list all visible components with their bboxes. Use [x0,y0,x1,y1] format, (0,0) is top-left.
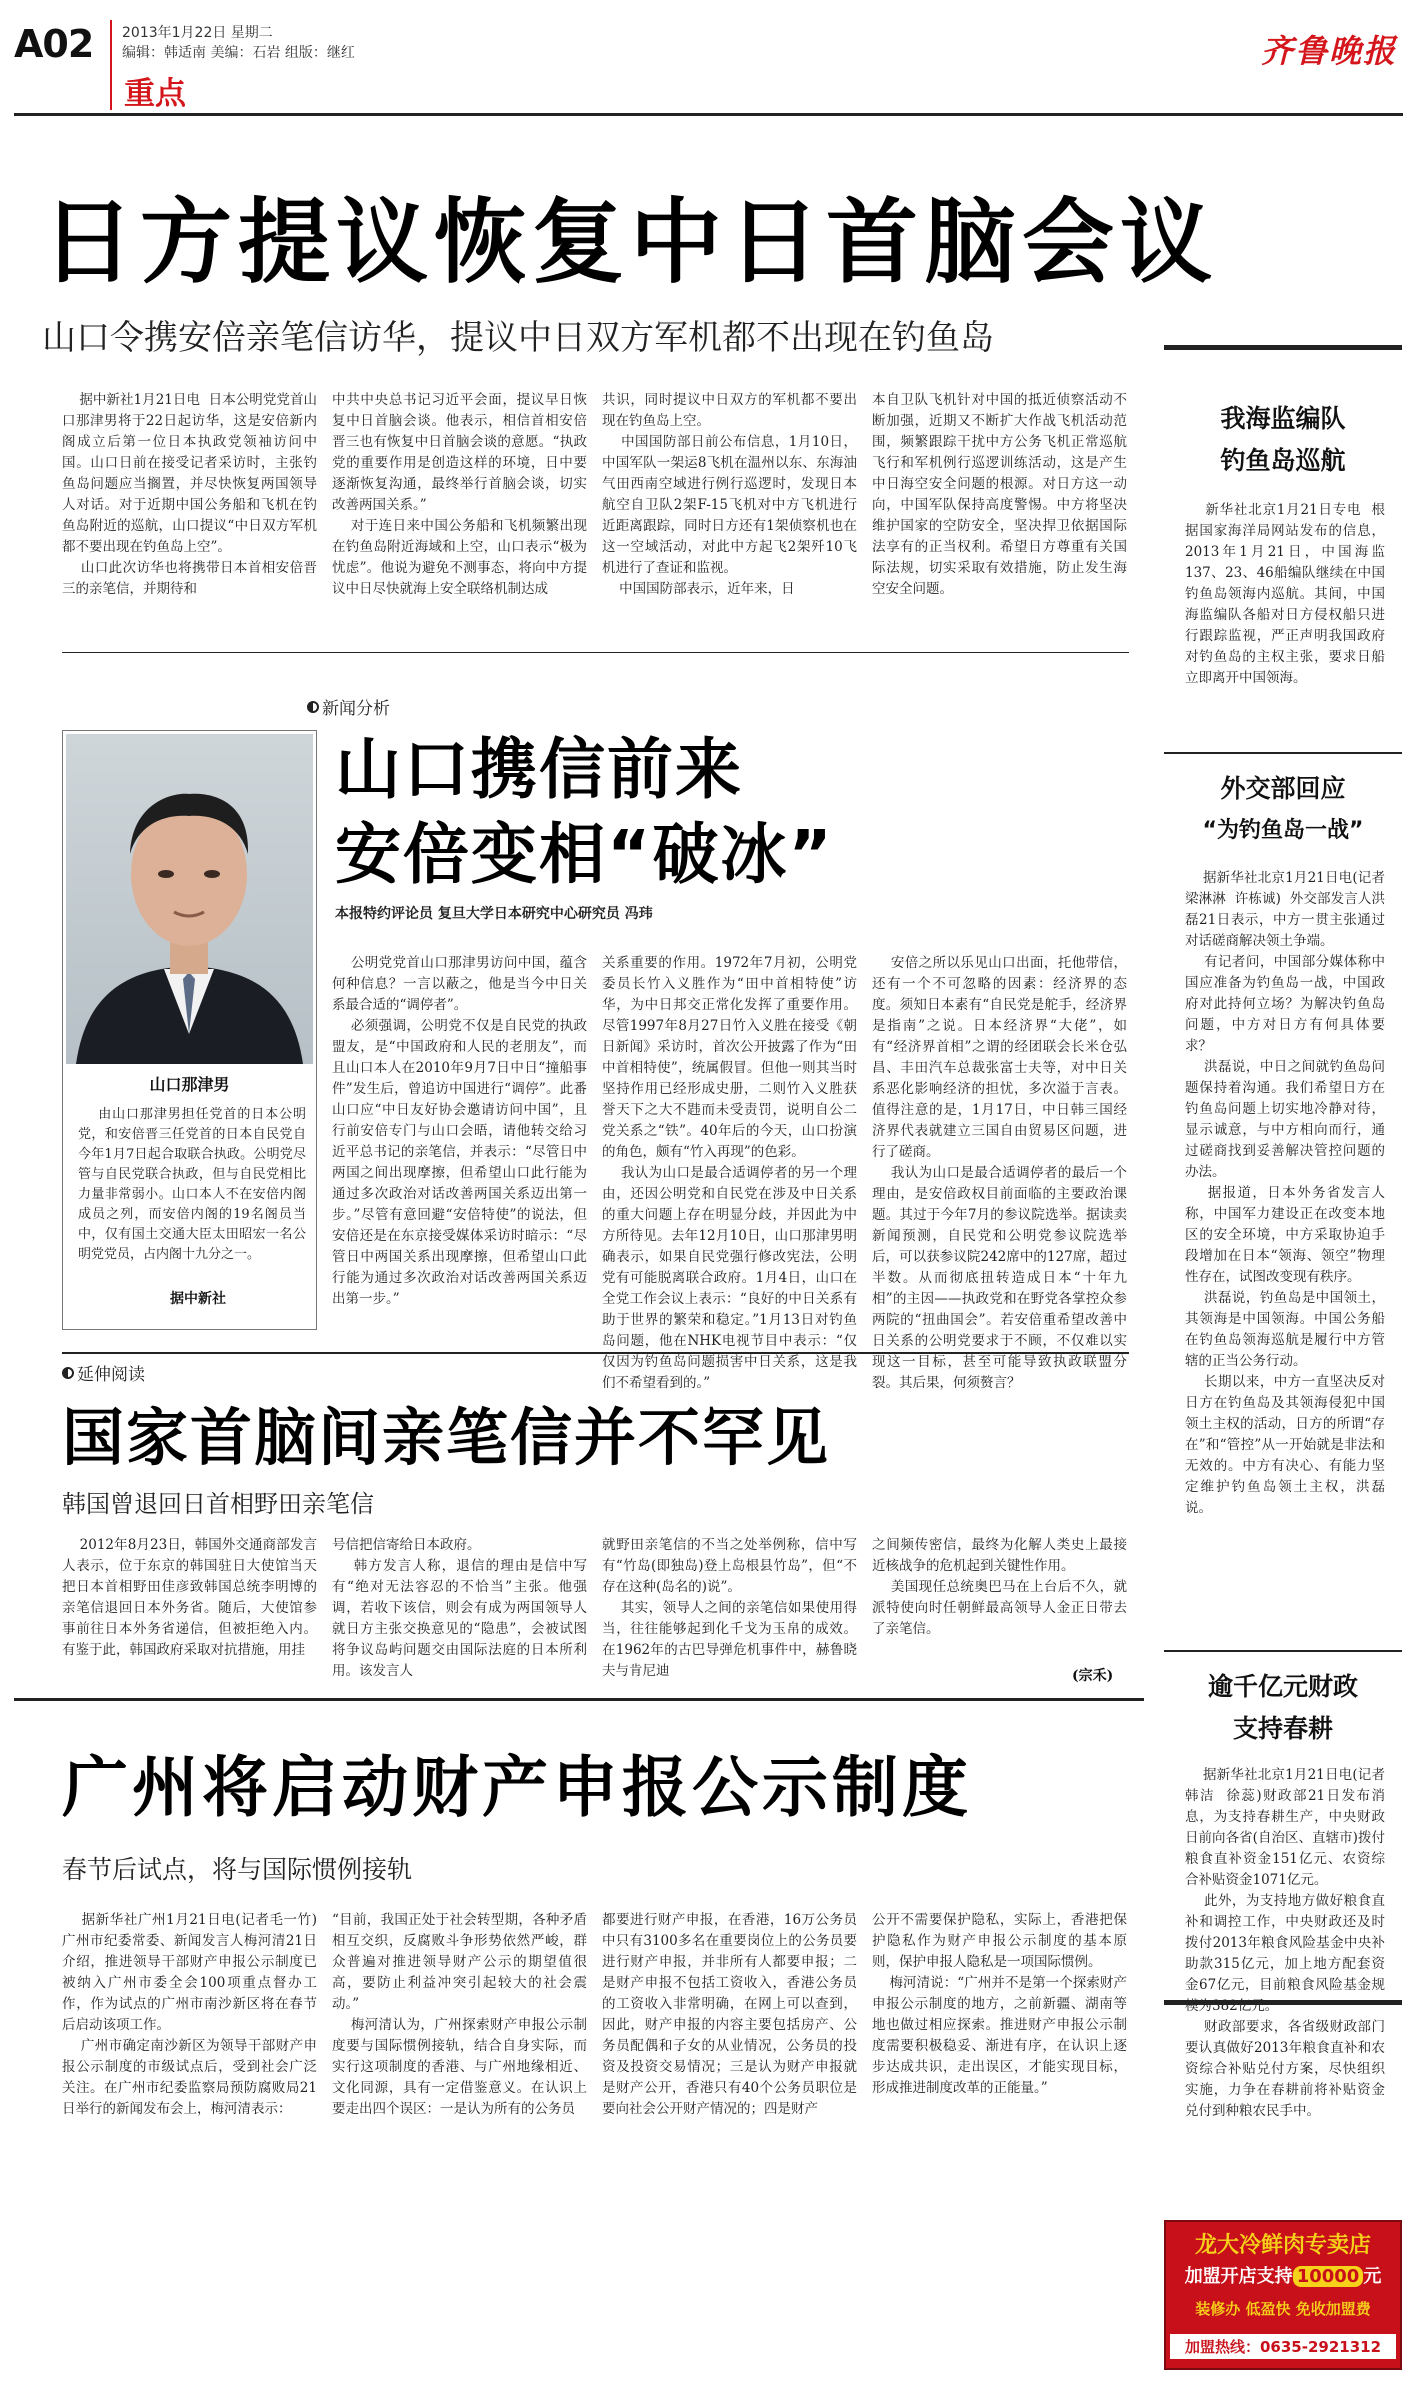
gz-col-1: 据新华社广州1月21日电(记者毛一竹) 广州市纪委常委、新闻发言人梅河清21日介绍，推进领导干部财产申报公示制度已被纳入广州市委全会100项重点督办工作，作为试点的广州市南沙新区将在春节后启动该项工作。 广州市确定南沙新区为领导干部财产申报公示制度的市级试点后，受到社会广泛关注。在广州市纪委监察局预防腐败局21日举行的新闻发布会上，梅河清表示： [62,1912,318,2117]
sidebar-3-text: 据新华社北京1月21日电(记者 韩洁 徐蕊)财政部21日发布消息，为支持春耕生产，中央财政日前向各省(自治区、直辖市)拨付粮食直补资金151亿元、农资综合补贴资金1071亿元。 此外，为支持地方做好粮食直补和调控工作，中央财政还及时拨付2013年粮食风险基金中央补助款315亿元，加上地方配套资金67亿元，目前粮食风险基金规模为382亿元。 财政部要求，各省级财政部门要认真做好2013年粮食直补和农资综合补贴兑付方案，尽快组织实施，力争在春耕前将补贴资金兑付到种粮农民手中。 [1185,1767,1385,2119]
lead-bottom-rule [62,652,1129,653]
lead-col-2: 中共中央总书记习近平会面，提议早日恢复中日首脑会谈。他表示，相信首相安倍晋三也有恢复中日首脑会谈的意愿。“执政党的重要作用是创造这样的环境，日中要逐渐恢复沟通，最终举行首脑会谈，切实改善两国关系。” 对于连日来中国公务船和飞机频繁出现在钓鱼岛附近海域和上空，山口表示“极为忧虑”。他说为避免不测事态，将向中方提议中日尽快就海上安全联络机制达成 [332,392,588,597]
ad-line-3: 装修办 低盈快 免收加盟费 [1195,2300,1371,2318]
editor-line: 编辑：韩适南 美编：石岩 组版：继红 [122,45,355,61]
section-label: 重点 [124,76,186,112]
sidebar-2-text: 据新华社北京1月21日电(记者 梁淋淋 许栋诚) 外交部发言人洪磊21日表示，中方一贯主张通过对话磋商解决领土争端。 有记者问，中国部分媒体称中国应准备为钓鱼岛一战，中国政府对此持何立场？为解决钓鱼岛问题，中方对日方有何具体要求？ 洪磊说，中日之间就钓鱼岛问题保持着沟通。我们希望日方在钓鱼岛问题上切实地冷静对待，显示诚意，与中方相向而行，通过磋商找到妥善解决管控问题的办法。 据报道，日本外务省发言人称，中国军力建设正在改变本地区的安全环境，中方采取协迫手段增加在日本“领海、领空”物理性存在，试图改变现有秩序。 洪磊说，钓鱼岛是中国领土，其领海是中国领海。中国公务船在钓鱼岛领海巡航是履行中方管辖的正当公务行动。 长期以来，中方一直坚决反对日方在钓鱼岛及其领海侵犯中国领土主权的活动，日方的所谓“存在”和“管控”从一开始就是非法和无效的。中方有决心、有能力坚定维护钓鱼岛领土主权，洪磊说。 [1185,870,1386,1516]
lead-col-4: 本自卫队飞机针对中国的抵近侦察活动不断加强，近期又不断扩大作战飞机活动范围，频繁跟踪干扰中方公务飞机正常巡航飞行和军机例行巡逻训练活动，这是产生中日海空安全问题的根源。对日方这一动向，中国军队保持高度警惕。中方将坚决维护国家的空防安全，坚决捍卫依据国际法享有的正当权利。希望日方尊重有关国际法规，切实采取有效措施，防止发生海空安全问题。 [872,392,1127,597]
brand-logo: 齐鲁晚报 [1260,32,1397,70]
ad-amount: 10000 [1293,2266,1364,2287]
analysis-col-3: 安倍之所以乐见山口出面，托他带信，还有一个不可忽略的因素：经济界的态度。须知日本素有“自民党是舵手，经济界是指南”之说。日本经济界“大佬”，如有“经济界首相”之谓的经团联会长米仓弘昌、丰田汽车总裁张富士夫等，对中日关系恶化影响经济的担忧，多次溢于言表。值得注意的是，1月17日，中日韩三国经济界代表就建立三国自由贸易区问题，进行了磋商。 我认为山口是最合适调停者的最后一个理由，是安倍政权目前面临的主要政治课题。其过于今年7月的参议院选举。据读卖新闻预测，自民党和公明党参议院选举后，可以获参议院242席中的127席，超过半数。从而彻底扭转造成日本“十年九相”的主因——执政党和在野党各掌控众参两院的“扭曲国会”。若安倍重希望改善中日关系的公明党要求于不顾，不仅难以实现这一目标，甚至可能导致执政联盟分裂。其后果，何须赘言？ [872,955,1128,1391]
extended-col-1: 2012年8月23日，韩国外交通商部发言人表示，位于东京的韩国驻日大使馆当天把日本首相野田佳彦致韩国总统李明博的亲笔信退回日本外务省。随后，大使馆参事前往日本外务省递信，但被拒绝入内。有鉴于此，韩国政府采取对抗措施，用挂 [62,1537,318,1658]
analysis-tag-label: 新闻分析 [322,699,390,719]
lead-col-3: 共识，同时提议中日双方的军机都不要出现在钓鱼岛上空。 中国国防部日前公布信息，1月10日，中国军队一架运8飞机在温州以东、东海油气田西南空域进行例行巡逻时，发现日本航空自卫队2架F-15飞机对中方飞机进行近距离跟踪，同时日方还有1架侦察机也在这一空域活动，对此中方起飞2架歼10飞机进行了查证和监视。 中国国防部表示，近年来，日 [602,392,857,597]
sidebar-rule-1 [1164,752,1402,754]
ad-line-2-text: 加盟开店支持 [1184,2266,1293,2287]
person-icon [66,734,313,1064]
section-marker-icon [62,1367,74,1379]
sidebar-1-text: 新华社北京1月21日专电 根据国家海洋局网站发布的信息，2013年1月21日，中国海监137、23、46船编队继续在中国钓鱼岛领海内巡航。其间，中国海监编队各船对日方侵权船只进行跟踪监视，严正声明我国政府对钓鱼岛的主权主张，要求日船立即离开中国领海。 [1185,502,1385,686]
sidebar-3-title-line2: 支持春耕 [1232,1714,1333,1743]
photo-caption: 山口那津男 [149,1075,230,1094]
sidebar-3-title-line1: 逾千亿元财政 [1207,1672,1358,1701]
analysis-col-2: 关系重要的作用。1972年7月初，公明党委员长竹入义胜作为“田中首相特使”访华，为中日邦交正常化发挥了重要作用。尽管1997年8月27日竹入义胜在接受《朝日新闻》采访时，首次公开披露了作为“田中首相特使”，统属假冒。但他一则其当时坚持作用已经形成史册，二则竹入义胜获誉天下之大不韪而未受责罚，说明自公二党关系之“铁”。40年后的今天，山口扮演的角色，颇有“竹入再现”的色彩。 我认为山口是最合适调停者的另一个理由，还因公明党和自民党在涉及中日关系的重大问题上存在明显分歧，并因此为中方所待见。去年12月10日，山口那津男明确表示，如果自民党强行修改宪法，公明党有可能脱离联合政府。1月4日，山口在全党工作会议上表示：“良好的中日关系有助于世界的繁荣和稳定。”1月13日对钓鱼岛问题，他在NHK电视节目中表示：“仅仅因为钓鱼岛问题损害中日关系，这是我们不希望看到的。” [602,955,858,1391]
ad-unit: 元 [1363,2266,1382,2287]
extended-tag-label: 延伸阅读 [77,1365,145,1385]
analysis-tag [307,694,390,719]
extended-col-3: 就野田亲笔信的不当之处举例称，信中写有“竹岛(即独岛)登上岛根县竹岛”，但“不存在这种(岛名的)说”。 其实，领导人之间的亲笔信如果使用得当，往往能够起到化千戈为玉帛的成效。在1962年的古巴导弹危机事件中，赫鲁晓夫与肯尼迪 [602,1537,858,1679]
extended-col-2: 号信把信寄给日本政府。 韩方发言人称，退信的理由是信中写有“绝对无法容忍的不恰当”主张。他强调，若收下该信，则会有成为两国领导人就日方主张交换意见的“隐患”，会被试图将争议岛屿问题交由国际法庭的日本所利用。该发言人 [332,1537,587,1679]
gz-subhead: 春节后试点，将与国际惯例接轨 [62,1855,413,1884]
ad-hotline: 加盟热线：0635-2921312 [1170,2334,1396,2359]
extended-col-4: 之间频传密信，最终为化解人类史上最接近核战争的危机起到关键性作用。 美国现任总统奥巴马在上台后不久，就派特使向时任朝鲜最高领导人金正日带去了亲笔信。 [872,1537,1128,1637]
photo-side-text: 由山口那津男担任党首的日本公明党，和安倍晋三任党首的日本自民党自今年1月7日起合取联合执政。公明党尽管与自民党联合执政，但与自民党相比力量非常弱小。山口本人不在安倍内阁成员之列，而安倍内阁的19名阁员当中，仅有国土交通大臣太田昭宏一名公明党党员，占内阁十九分之一。 [78,1107,306,1262]
extended-source: (宗禾) [1072,1668,1114,1684]
page-number: A02 [14,22,94,66]
sidebar-2-title-line1: 外交部回应 [1220,774,1346,803]
analysis-headline-line1: 山口携信前来 [335,731,743,808]
analysis-col-1: 公明党党首山口那津男访问中国，蕴含何种信息？一言以蔽之，他是当今中日关系最合适的“调停者”。 必须强调，公明党不仅是自民党的执政盟友，是“中国政府和人民的老朋友”，而且山口本人在2010年9月7日中日“撞船事件”发生后，曾追访中国进行“调停”。此番山口应“中日友好协会邀请访问中国”，且行前安倍专门与山口会晤，请他转交给习近平总书记的亲笔信，并表示：“尽管日中两国之间出现摩擦，但希望山口此行能为通过多次政治对话改善两国关系迈出第一步。”尽管有意回避“安倍特使”的说法，但安倍还是在东京接受媒体采访时暗示：“尽管日中两国关系出现摩擦，但希望山口此行能为通过多次政治对话改善两国关系迈出第一步。” [332,955,588,1307]
photo-source: 据中新社 [170,1291,226,1307]
ad-line-1: 龙大冷鲜肉专卖店 [1194,2233,1371,2258]
sidebar-rule-2 [1164,1650,1402,1652]
sidebar-2-title-line2: “为钓鱼岛一战” [1202,818,1364,843]
extended-subhead: 韩国曾退回日首相野田亲笔信 [62,1490,374,1518]
sidebar-1-title-line1: 我海监编队 [1220,404,1346,433]
lead-headline: 日方提议恢复中日首脑会议 [42,189,1219,296]
extended-tag [62,1360,145,1385]
lead-subhead: 山口令携安倍亲笔信访华，提议中日双方军机都不出现在钓鱼岛 [42,318,994,358]
analysis-byline: 本报特约评论员 复旦大学日本研究中心研究员 冯玮 [335,906,653,922]
sidebar-1-title-line2: 钓鱼岛巡航 [1220,446,1346,475]
portrait-photo [66,734,313,1064]
gz-col-2: “目前，我国正处于社会转型期，各种矛盾相互交织，反腐败斗争形势依然严峻，群众普遍对推进领导财产公示的期望值很高，要防止利益冲突引起较大的社会震动。” 梅河清认为，广州探索财产申报公示制度要与国际惯例接轨，结合自身实际，而实行这项制度的香港、与广州地缘相近、文化同源，具有一定借鉴意义。在认识上要走出四个误区：一是认为所有的公务员 [332,1912,588,2117]
section-marker-icon [307,701,319,713]
ad-line-2 [1164,2262,1402,2288]
analysis-headline-line2: 安倍变相“破冰” [335,816,834,893]
extended-bottom-rule [14,1698,1144,1701]
gz-col-4: 公开不需要保护隐私，实际上，香港把保护隐私作为财产申报公示制度的基本原则，保护申报人隐私是一项国际惯例。 梅河清说：“广州并不是第一个探索财产申报公示制度的地方，之前新疆、湖南等地也做过相应探索。推进财产申报公示制度需要积极稳妥、渐进有序，在认识上逐步达成共识，走出误区，才能实现目标，形成推进制度改革的正能量。” [872,1912,1127,2096]
date-line: 2013年1月22日 星期二 [122,25,273,41]
gz-col-3: 都要进行财产申报，在香港，16万公务员中只有3100多名在重要岗位上的公务员要进行财产申报，并非所有人都要申报；二是财产申报不包括工资收入，香港公务员的工资收入非常明确，在网上可以查到，因此，财产申报的内容主要包括房产、公务员配偶和子女的从业情况，公务员的投资及投资交易情况；三是认为财产申报就是财产公开，香港只有40个公务员职位是要向社会公开财产情况的；四是财产 [602,1912,857,2117]
header-divider [110,20,112,110]
analysis-bottom-rule [62,1352,1129,1354]
lead-col-1: 据中新社1月21日电 日本公明党党首山口那津男将于22日起访华，这是安倍新内阁成立后第一位日本执政党领袖访问中国。山口日前在接受记者采访时，主张钓鱼岛问题应当搁置，并尽快恢复两国领导人对话。对于近期中国公务船和飞机在钓鱼岛附近的巡航，山口提议“中日双方军机都不要出现在钓鱼岛上空”。 山口此次访华也将携带日本首相安倍晋三的亲笔信，并期待和 [62,392,318,597]
extended-headline: 国家首脑间亲笔信并不罕见 [62,1401,831,1474]
header-rule [14,113,1403,116]
gz-headline: 广州将启动财产申报公示制度 [62,1749,972,1826]
